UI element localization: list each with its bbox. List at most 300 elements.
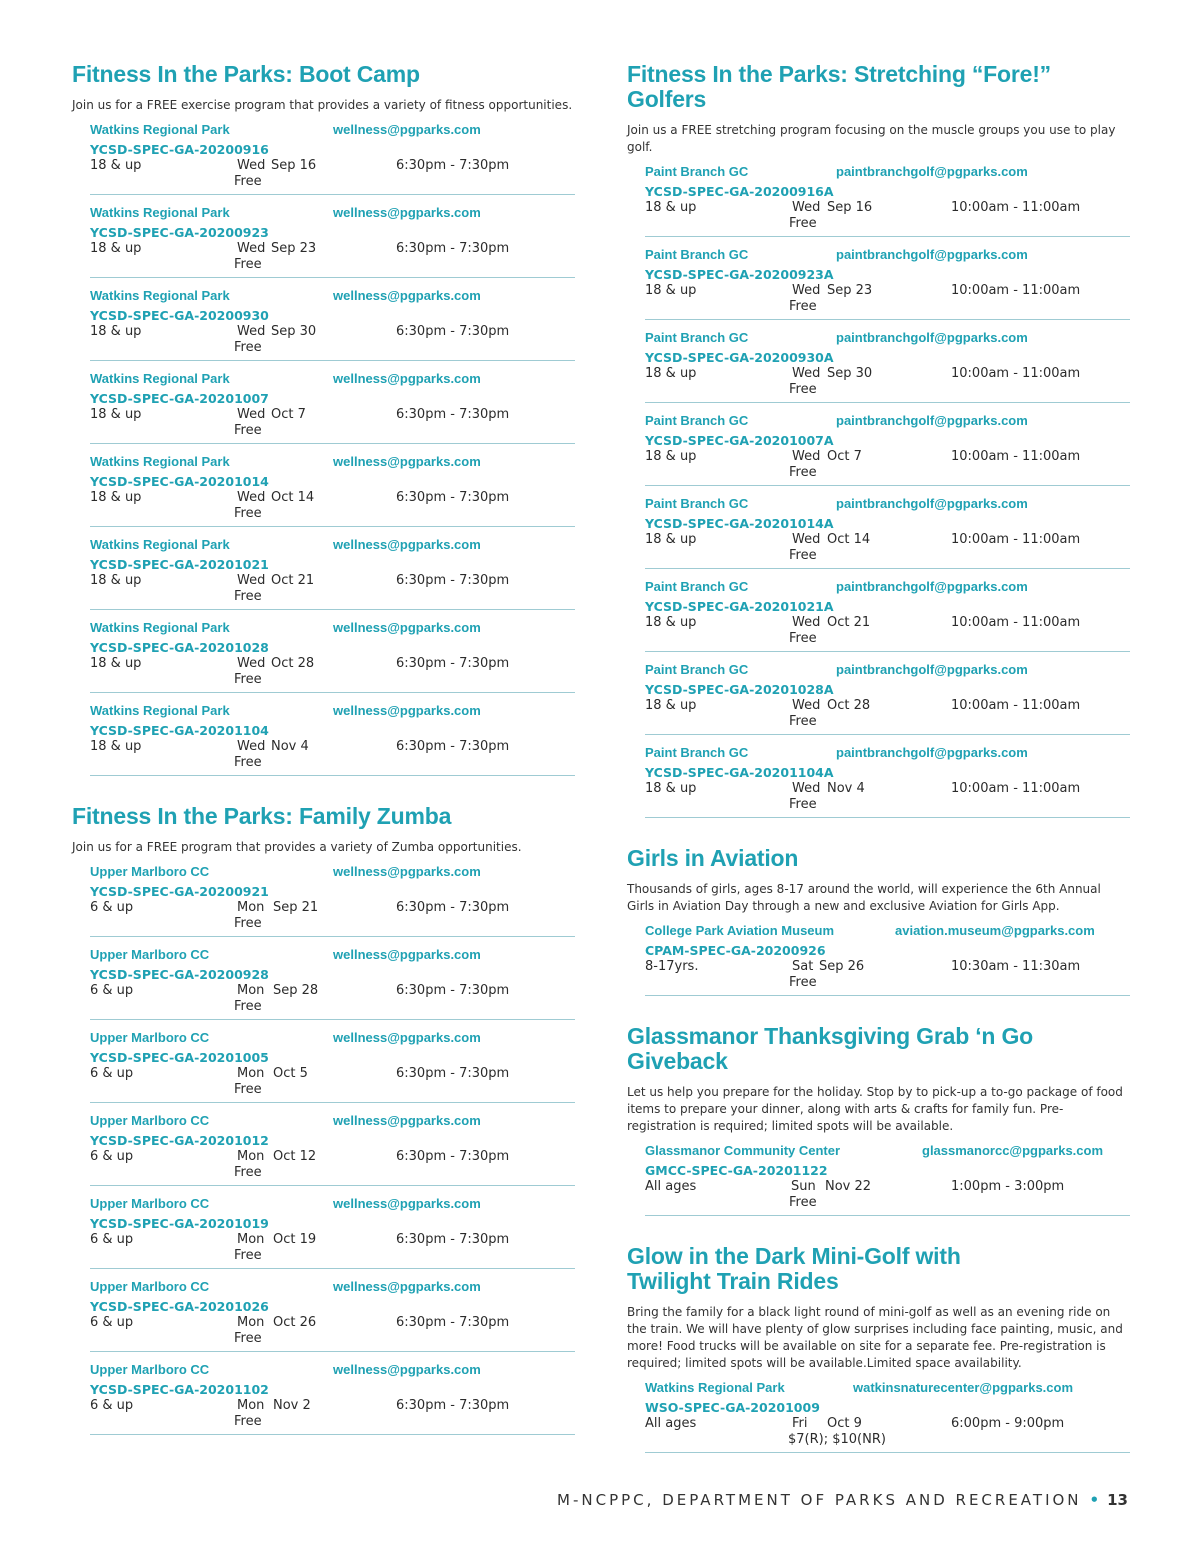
- day-of-week: Wed: [792, 283, 821, 298]
- fee: Free: [234, 257, 262, 272]
- section: [627, 62, 1130, 818]
- location-link[interactable]: Watkins Regional Park: [90, 288, 230, 303]
- schedule-row: [90, 739, 575, 755]
- location-link[interactable]: Upper Marlboro CC: [90, 864, 210, 879]
- time-range: 6:30pm - 7:30pm: [396, 1232, 510, 1247]
- location-link[interactable]: Upper Marlboro CC: [90, 947, 210, 962]
- location-link[interactable]: Upper Marlboro CC: [90, 1362, 210, 1377]
- email-link[interactable]: wellness@pgparks.com: [333, 1279, 481, 1294]
- event-date: Nov 2: [273, 1398, 311, 1413]
- time-range: 6:30pm - 7:30pm: [396, 739, 510, 754]
- age-range: 18 & up: [645, 200, 697, 215]
- email-link[interactable]: wellness@pgparks.com: [333, 537, 481, 552]
- activity-code: YCSD-SPEC-GA-20200930A: [645, 350, 834, 365]
- day-of-week: Sun: [791, 1179, 816, 1194]
- listing-item: [645, 243, 1130, 320]
- location-link[interactable]: Paint Branch GC: [645, 745, 749, 760]
- day-of-week: Wed: [237, 656, 266, 671]
- event-date: Sep 30: [271, 324, 317, 339]
- day-of-week: Fri: [792, 1416, 808, 1431]
- listing-header: [90, 203, 575, 223]
- listing-item: [90, 1192, 575, 1269]
- listing-item: [645, 575, 1130, 652]
- fee: Free: [234, 1082, 262, 1097]
- activity-code: YCSD-SPEC-GA-20201021A: [645, 599, 834, 614]
- fee: Free: [789, 797, 817, 812]
- fee: $7(R); $10(NR): [788, 1432, 886, 1447]
- section-title: Girls in Aviation: [627, 845, 799, 871]
- age-range: 6 & up: [90, 900, 134, 915]
- section: [627, 1244, 1130, 1453]
- schedule-row: [90, 1398, 575, 1414]
- day-of-week: Mon: [237, 1315, 265, 1330]
- schedule-row: [645, 959, 1130, 975]
- email-link[interactable]: wellness@pgparks.com: [333, 371, 481, 386]
- activity-code: YCSD-SPEC-GA-20200916A: [645, 184, 834, 199]
- event-date: Oct 7: [827, 449, 862, 464]
- location-link[interactable]: Upper Marlboro CC: [90, 1030, 210, 1045]
- schedule-row: [645, 200, 1130, 216]
- section-description: Let us help you prepare for the holiday. Stop by to pick-up a to-go package of food items to prepare your dinner, along with arts & crafts for family fun. Pre-registration is required; limited spots will be available.: [627, 1085, 1123, 1133]
- location-link[interactable]: Paint Branch GC: [645, 579, 749, 594]
- listing-item: [645, 658, 1130, 735]
- time-range: 6:30pm - 7:30pm: [396, 1149, 510, 1164]
- location-link[interactable]: Paint Branch GC: [645, 247, 749, 262]
- listing-header: [90, 286, 575, 306]
- age-range: 18 & up: [90, 241, 142, 256]
- fee: Free: [234, 1414, 262, 1429]
- event-date: Oct 14: [827, 532, 871, 547]
- age-range: 6 & up: [90, 1066, 134, 1081]
- section-title: Fitness In the Parks: Family Zumba: [72, 803, 452, 829]
- email-link[interactable]: wellness@pgparks.com: [333, 454, 481, 469]
- section-description: Join us a FREE stretching program focusing on the muscle groups you use to play golf.: [627, 123, 1116, 154]
- event-date: Sep 30: [827, 366, 873, 381]
- listing-header: [645, 245, 1130, 265]
- schedule-row: [90, 983, 575, 999]
- listing-header: [90, 1028, 575, 1048]
- event-date: Sep 21: [273, 900, 319, 915]
- listing-item: [90, 367, 575, 444]
- time-range: 6:30pm - 7:30pm: [396, 1066, 510, 1081]
- day-of-week: Mon: [237, 1149, 265, 1164]
- fee: Free: [234, 1331, 262, 1346]
- email-link[interactable]: wellness@pgparks.com: [333, 205, 481, 220]
- listing-item: [90, 1358, 575, 1435]
- time-range: 6:30pm - 7:30pm: [396, 158, 510, 173]
- activity-code: GMCC-SPEC-GA-20201122: [645, 1163, 828, 1178]
- activity-code: YCSD-SPEC-GA-20200923A: [645, 267, 834, 282]
- time-range: 6:30pm - 7:30pm: [396, 407, 510, 422]
- activity-code: YCSD-SPEC-GA-20201028: [90, 640, 269, 655]
- listing-item: [90, 699, 575, 776]
- section-title-line1: Glow in the Dark Mini-Golf with: [627, 1243, 961, 1269]
- schedule-row: [90, 656, 575, 672]
- schedule-row: [90, 241, 575, 257]
- day-of-week: Wed: [792, 366, 821, 381]
- time-range: 6:30pm - 7:30pm: [396, 490, 510, 505]
- activity-code: CPAM-SPEC-GA-20200926: [645, 943, 826, 958]
- event-date: Oct 26: [273, 1315, 317, 1330]
- fee: Free: [234, 340, 262, 355]
- listing-item: [645, 409, 1130, 486]
- event-date: Sep 16: [271, 158, 317, 173]
- time-range: 6:30pm - 7:30pm: [396, 983, 510, 998]
- time-range: 10:00am - 11:00am: [951, 366, 1081, 381]
- activity-code: YCSD-SPEC-GA-20201026: [90, 1299, 269, 1314]
- listing-item: [645, 160, 1130, 237]
- age-range: 18 & up: [90, 573, 142, 588]
- listing-item: [645, 492, 1130, 569]
- listing-item: [645, 1139, 1130, 1216]
- schedule-row: [90, 1066, 575, 1082]
- location-link[interactable]: Watkins Regional Park: [90, 620, 230, 635]
- schedule-row: [90, 1232, 575, 1248]
- listing-item: [90, 860, 575, 937]
- day-of-week: Wed: [792, 532, 821, 547]
- location-link[interactable]: Paint Branch GC: [645, 496, 749, 511]
- listing-header: [645, 494, 1130, 514]
- email-link[interactable]: wellness@pgparks.com: [333, 1030, 481, 1045]
- section: [72, 62, 575, 776]
- listing-header: [90, 452, 575, 472]
- location-link[interactable]: Upper Marlboro CC: [90, 1279, 210, 1294]
- schedule-row: [90, 1149, 575, 1165]
- section: [627, 846, 1130, 996]
- listing-header: [90, 945, 575, 965]
- listing-item: [90, 284, 575, 361]
- location-link[interactable]: Paint Branch GC: [645, 662, 749, 677]
- fee: Free: [234, 1165, 262, 1180]
- event-date: Oct 7: [271, 407, 306, 422]
- activity-code: YCSD-SPEC-GA-20201012: [90, 1133, 269, 1148]
- location-link[interactable]: Watkins Regional Park: [90, 454, 230, 469]
- email-link[interactable]: paintbranchgolf@pgparks.com: [836, 496, 1028, 511]
- listing-header: [90, 120, 575, 140]
- day-of-week: Sat: [792, 959, 814, 974]
- fee: Free: [789, 216, 817, 231]
- listing-item: [645, 741, 1130, 818]
- age-range: 18 & up: [645, 366, 697, 381]
- listing-item: [90, 533, 575, 610]
- schedule-row: [645, 781, 1130, 797]
- activity-code: YCSD-SPEC-GA-20201102: [90, 1382, 269, 1397]
- fee: Free: [234, 423, 262, 438]
- section: [72, 804, 575, 1435]
- activity-code: YCSD-SPEC-GA-20201014: [90, 474, 269, 489]
- location-link[interactable]: Paint Branch GC: [645, 413, 749, 428]
- section-description: Bring the family for a black light round of mini-golf as well as an evening ride on the train. We will have plenty of glow surprises including face painting, music, and more! Food trucks will be available on site for a separate fee. Pre-registration is required; limited spots will be available.Limited space availability.: [627, 1305, 1123, 1370]
- location-link[interactable]: Paint Branch GC: [645, 164, 749, 179]
- location-link[interactable]: Watkins Regional Park: [90, 122, 230, 137]
- location-link[interactable]: College Park Aviation Museum: [645, 923, 835, 938]
- day-of-week: Mon: [237, 900, 265, 915]
- schedule-row: [645, 615, 1130, 631]
- email-link[interactable]: wellness@pgparks.com: [333, 288, 481, 303]
- activity-code: YCSD-SPEC-GA-20201007A: [645, 433, 834, 448]
- activity-code: YCSD-SPEC-GA-20201104: [90, 723, 269, 738]
- page-number: 13: [1107, 1491, 1128, 1509]
- listing-header: [90, 1194, 575, 1214]
- location-link[interactable]: Paint Branch GC: [645, 330, 749, 345]
- time-range: 1:00pm - 3:00pm: [951, 1179, 1065, 1194]
- schedule-row: [645, 366, 1130, 382]
- section-title: Glassmanor Thanksgiving Grab ‘n Go Giveback: [627, 1023, 1034, 1074]
- fee: Free: [234, 589, 262, 604]
- event-date: Oct 9: [827, 1416, 862, 1431]
- activity-code: YCSD-SPEC-GA-20200916: [90, 142, 269, 157]
- event-date: Oct 12: [273, 1149, 317, 1164]
- listing-header: [645, 577, 1130, 597]
- age-range: 18 & up: [645, 698, 697, 713]
- activity-code: YCSD-SPEC-GA-20201019: [90, 1216, 269, 1231]
- email-link[interactable]: wellness@pgparks.com: [333, 703, 481, 718]
- age-range: 6 & up: [90, 1315, 134, 1330]
- event-date: Oct 14: [271, 490, 315, 505]
- day-of-week: Wed: [237, 739, 266, 754]
- activity-code: YCSD-SPEC-GA-20201104A: [645, 765, 834, 780]
- event-date: Oct 19: [273, 1232, 317, 1247]
- schedule-row: [645, 1179, 1130, 1195]
- fee: Free: [234, 174, 262, 189]
- location-link[interactable]: Upper Marlboro CC: [90, 1113, 210, 1128]
- age-range: 8-17yrs.: [645, 959, 699, 974]
- fee: Free: [789, 1195, 817, 1210]
- listing-header: [90, 862, 575, 882]
- listing-header: [645, 660, 1130, 680]
- activity-code: YCSD-SPEC-GA-20200930: [90, 308, 269, 323]
- schedule-row: [90, 490, 575, 506]
- email-link[interactable]: wellness@pgparks.com: [333, 1113, 481, 1128]
- time-range: 6:30pm - 7:30pm: [396, 573, 510, 588]
- time-range: 6:30pm - 7:30pm: [396, 656, 510, 671]
- fee: Free: [234, 755, 262, 770]
- day-of-week: Mon: [237, 1398, 265, 1413]
- age-range: 6 & up: [90, 1232, 134, 1247]
- listing-header: [645, 411, 1130, 431]
- day-of-week: Wed: [792, 200, 821, 215]
- event-date: Oct 5: [273, 1066, 308, 1081]
- schedule-row: [90, 573, 575, 589]
- age-range: 18 & up: [645, 615, 697, 630]
- section-title-line2: Twilight Train Rides: [627, 1268, 839, 1294]
- email-link[interactable]: wellness@pgparks.com: [333, 1362, 481, 1377]
- listing-item: [90, 1109, 575, 1186]
- schedule-row: [645, 283, 1130, 299]
- day-of-week: Wed: [237, 241, 266, 256]
- listing-item: [90, 118, 575, 195]
- schedule-row: [90, 158, 575, 174]
- age-range: 18 & up: [90, 158, 142, 173]
- email-link[interactable]: paintbranchgolf@pgparks.com: [836, 579, 1028, 594]
- time-range: 10:00am - 11:00am: [951, 283, 1081, 298]
- section-description: Join us for a FREE exercise program that provides a variety of fitness opportunities.: [72, 98, 573, 112]
- schedule-row: [90, 1315, 575, 1331]
- right-column: [627, 62, 1130, 1481]
- activity-code: YCSD-SPEC-GA-20201021: [90, 557, 269, 572]
- listing-header: [90, 1277, 575, 1297]
- time-range: 6:30pm - 7:30pm: [396, 900, 510, 915]
- activity-code: YCSD-SPEC-GA-20200921: [90, 884, 269, 899]
- listing-item: [645, 919, 1130, 996]
- location-link[interactable]: Upper Marlboro CC: [90, 1196, 210, 1211]
- day-of-week: Mon: [237, 1232, 265, 1247]
- email-link[interactable]: paintbranchgolf@pgparks.com: [836, 164, 1028, 179]
- age-range: 6 & up: [90, 1398, 134, 1413]
- age-range: 18 & up: [90, 490, 142, 505]
- activity-code: YCSD-SPEC-GA-20201028A: [645, 682, 834, 697]
- schedule-row: [645, 1416, 1130, 1432]
- email-link[interactable]: paintbranchgolf@pgparks.com: [836, 247, 1028, 262]
- email-link[interactable]: wellness@pgparks.com: [333, 947, 481, 962]
- age-range: 18 & up: [90, 407, 142, 422]
- age-range: All ages: [645, 1179, 697, 1194]
- email-link[interactable]: wellness@pgparks.com: [333, 864, 481, 879]
- event-date: Nov 4: [827, 781, 865, 796]
- day-of-week: Wed: [792, 615, 821, 630]
- left-column: [72, 62, 575, 1463]
- fee: Free: [789, 714, 817, 729]
- time-range: 6:30pm - 7:30pm: [396, 1315, 510, 1330]
- age-range: 18 & up: [90, 739, 142, 754]
- footer-org: M-NCPPC, DEPARTMENT OF PARKS AND RECREATION: [557, 1491, 1082, 1509]
- activity-code: YCSD-SPEC-GA-20201014A: [645, 516, 834, 531]
- email-link[interactable]: wellness@pgparks.com: [333, 1196, 481, 1211]
- fee: Free: [789, 465, 817, 480]
- schedule-row: [90, 407, 575, 423]
- fee: Free: [234, 506, 262, 521]
- time-range: 6:30pm - 7:30pm: [396, 241, 510, 256]
- email-link[interactable]: paintbranchgolf@pgparks.com: [836, 662, 1028, 677]
- age-range: 18 & up: [90, 324, 142, 339]
- listing-header: [645, 743, 1130, 763]
- event-date: Nov 22: [825, 1179, 872, 1194]
- time-range: 6:30pm - 7:30pm: [396, 1398, 510, 1413]
- schedule-row: [645, 532, 1130, 548]
- time-range: 10:00am - 11:00am: [951, 698, 1081, 713]
- day-of-week: Mon: [237, 1066, 265, 1081]
- event-date: Oct 28: [827, 698, 871, 713]
- event-date: Sep 28: [273, 983, 319, 998]
- listing-item: [90, 450, 575, 527]
- email-link[interactable]: paintbranchgolf@pgparks.com: [836, 413, 1028, 428]
- location-link[interactable]: Watkins Regional Park: [90, 703, 230, 718]
- fee: Free: [234, 999, 262, 1014]
- section-description: Join us for a FREE program that provides a variety of Zumba opportunities.: [72, 840, 522, 854]
- day-of-week: Mon: [237, 983, 265, 998]
- schedule-row: [90, 324, 575, 340]
- activity-code: YCSD-SPEC-GA-20200923: [90, 225, 269, 240]
- section-title: Fitness In the Parks: Stretching “Fore!” Golfers: [627, 61, 1051, 112]
- time-range: 6:30pm - 7:30pm: [396, 324, 510, 339]
- time-range: 10:00am - 11:00am: [951, 449, 1081, 464]
- age-range: 18 & up: [645, 781, 697, 796]
- day-of-week: Wed: [237, 324, 266, 339]
- location-link[interactable]: Watkins Regional Park: [90, 537, 230, 552]
- email-link[interactable]: paintbranchgolf@pgparks.com: [836, 745, 1028, 760]
- listing-item: [645, 326, 1130, 403]
- day-of-week: Wed: [792, 698, 821, 713]
- event-date: Oct 21: [271, 573, 315, 588]
- location-link[interactable]: Watkins Regional Park: [645, 1380, 785, 1395]
- age-range: 18 & up: [645, 449, 697, 464]
- event-date: Sep 16: [827, 200, 873, 215]
- day-of-week: Wed: [792, 449, 821, 464]
- listing-item: [90, 1275, 575, 1352]
- section-title: [627, 1244, 1130, 1294]
- activity-code: YCSD-SPEC-GA-20201007: [90, 391, 269, 406]
- email-link[interactable]: aviation.museum@pgparks.com: [895, 923, 1095, 938]
- event-date: Nov 4: [271, 739, 309, 754]
- event-date: Oct 28: [271, 656, 315, 671]
- time-range: 10:30am - 11:30am: [951, 959, 1081, 974]
- fee: Free: [789, 382, 817, 397]
- day-of-week: Wed: [237, 158, 266, 173]
- section: [627, 1024, 1130, 1216]
- day-of-week: Wed: [237, 490, 266, 505]
- email-link[interactable]: paintbranchgolf@pgparks.com: [836, 330, 1028, 345]
- listing-header: [90, 535, 575, 555]
- day-of-week: Wed: [237, 407, 266, 422]
- location-link[interactable]: Watkins Regional Park: [90, 205, 230, 220]
- listing-header: [645, 328, 1130, 348]
- age-range: 18 & up: [645, 283, 697, 298]
- email-link[interactable]: watkinsnaturecenter@pgparks.com: [853, 1380, 1074, 1395]
- fee: Free: [789, 299, 817, 314]
- listing-header: [90, 618, 575, 638]
- activity-code: WSO-SPEC-GA-20201009: [645, 1400, 820, 1415]
- listing-header: [645, 1378, 1130, 1398]
- location-link[interactable]: Glassmanor Community Center: [645, 1143, 841, 1158]
- time-range: 10:00am - 11:00am: [951, 781, 1081, 796]
- fee: Free: [789, 631, 817, 646]
- event-date: Oct 21: [827, 615, 871, 630]
- activity-code: YCSD-SPEC-GA-20200928: [90, 967, 269, 982]
- day-of-week: Wed: [792, 781, 821, 796]
- email-link[interactable]: glassmanorcc@pgparks.com: [922, 1143, 1104, 1158]
- footer-bullet: •: [1089, 1491, 1100, 1509]
- email-link[interactable]: wellness@pgparks.com: [333, 122, 481, 137]
- event-date: Sep 26: [819, 959, 865, 974]
- listing-item: [645, 1376, 1130, 1453]
- fee: Free: [234, 672, 262, 687]
- age-range: 6 & up: [90, 1149, 134, 1164]
- age-range: 18 & up: [645, 532, 697, 547]
- section-title: Fitness In the Parks: Boot Camp: [72, 61, 420, 87]
- location-link[interactable]: Watkins Regional Park: [90, 371, 230, 386]
- listing-item: [90, 1026, 575, 1103]
- email-link[interactable]: wellness@pgparks.com: [333, 620, 481, 635]
- listing-header: [645, 921, 1130, 941]
- age-range: All ages: [645, 1416, 697, 1431]
- section-description: Thousands of girls, ages 8-17 around the world, will experience the 6th Annual Girls in Aviation Day through a new and exclusive Aviation for Girls App.: [627, 882, 1101, 913]
- fee: Free: [234, 1248, 262, 1263]
- listing-item: [90, 201, 575, 278]
- age-range: 6 & up: [90, 983, 134, 998]
- time-range: 6:00pm - 9:00pm: [951, 1416, 1065, 1431]
- activity-code: YCSD-SPEC-GA-20201005: [90, 1050, 269, 1065]
- listing-header: [90, 1360, 575, 1380]
- fee: Free: [789, 975, 817, 990]
- time-range: 10:00am - 11:00am: [951, 615, 1081, 630]
- listing-item: [90, 616, 575, 693]
- schedule-row: [645, 698, 1130, 714]
- age-range: 18 & up: [90, 656, 142, 671]
- listing-header: [90, 369, 575, 389]
- fee: Free: [234, 916, 262, 931]
- event-date: Sep 23: [271, 241, 317, 256]
- listing-header: [90, 1111, 575, 1131]
